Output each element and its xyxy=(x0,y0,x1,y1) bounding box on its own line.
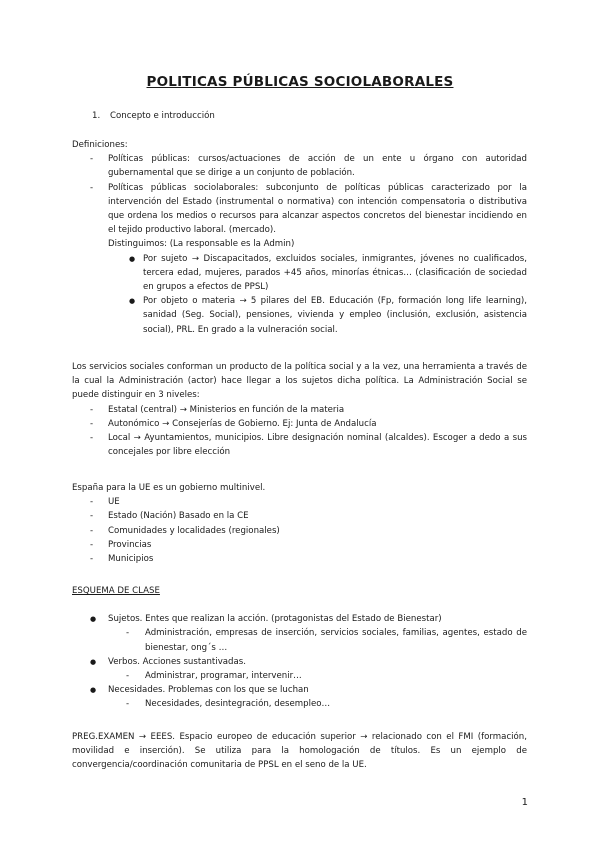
dash-marker: - xyxy=(90,539,94,550)
gov-level-item xyxy=(72,509,527,523)
esquema-item-text: Necesidades. Problemas con los que se luchan xyxy=(108,685,309,696)
document-title: POLITICAS PÚBLICAS SOCIOLABORALES xyxy=(146,74,454,90)
page-number: 1 xyxy=(521,797,528,808)
espana-block xyxy=(72,481,527,566)
bullet-marker: ● xyxy=(90,686,97,695)
definition-item xyxy=(72,152,527,180)
espana-heading: España para la UE es un gobierno multinivel. xyxy=(72,483,266,493)
esquema-item xyxy=(72,683,527,697)
esquema-item-text: Verbos. Acciones sustantivadas. xyxy=(108,656,246,667)
bullet-marker: ● xyxy=(129,297,136,306)
esquema-block xyxy=(72,584,527,712)
esquema-item-text: Sujetos. Entes que realizan la acción. (protagonistas del Estado de Bienestar) xyxy=(108,614,442,625)
dash-marker: - xyxy=(90,497,94,508)
definition-text: Políticas públicas: cursos/actuaciones de acción de un ente u órgano con autoridad gubernamental que se dirige a un conjunto de población. xyxy=(108,154,527,179)
level-item xyxy=(72,431,527,459)
bullet-text: Por objeto o materia → 5 pilares del EB. Educación (Fp, formación long life learning), sanidad (Seg. Social), pensiones, vivienda y empleo (inclusión, exclusión, asistencia social), PRL. En grado a la vulneración social. xyxy=(143,296,527,335)
dash-marker: - xyxy=(90,511,94,522)
definitions-label: Definiciones: xyxy=(72,140,128,150)
esquema-subitem-text: Necesidades, desintegración, desempleo… xyxy=(145,699,331,710)
level-text: Local → Ayuntamientos, municipios. Libre designación nominal (alcaldes). Escoger a dedo a sus concejales por libre elección xyxy=(108,433,527,458)
dash-marker: - xyxy=(90,154,94,165)
dash-marker: - xyxy=(90,182,94,193)
definition-text: Políticas públicas sociolaborales: subconjunto de políticas públicas caracterizado por la intervención del Estado (instrumental o normativa) con intención compensatoria o distributiva que ordena los medios o recursos para alcanzar aspectos concretos del bienestar incidiendo en el tejido productivo laboral. (mercado). xyxy=(108,182,527,236)
preg-examen-paragraph: PREG.EXAMEN → EEES. Espacio europeo de educación superior → relacionado con el FMI (formación, movilidad e inserción). Se utiliza para la homologación de títulos. Es un ejemplo de convergencia/coordinación comunitaria de PPSL en el seno de la UE. xyxy=(72,732,527,771)
dash-marker: - xyxy=(90,525,94,536)
esquema-subitem xyxy=(72,669,527,683)
gov-level-item xyxy=(72,524,527,538)
section-title: Concepto e introducción xyxy=(110,111,215,121)
dash-marker: - xyxy=(90,418,94,429)
definitions-block xyxy=(72,138,527,337)
esquema-subitem xyxy=(72,697,527,711)
gov-level-text: UE xyxy=(108,497,120,508)
gov-level-text: Estado (Nación) Basado en la CE xyxy=(108,511,249,522)
esquema-subitem xyxy=(72,626,527,654)
gov-level-text: Municipios xyxy=(108,554,154,565)
definition-item xyxy=(72,181,527,238)
bullet-marker: ● xyxy=(129,254,136,263)
dash-marker: - xyxy=(90,554,94,565)
esquema-heading: ESQUEMA DE CLASE xyxy=(72,586,160,596)
esquema-subitem-text: Administrar, programar, intervenir… xyxy=(145,671,302,682)
gov-level-item xyxy=(72,552,527,566)
dash-marker: - xyxy=(126,671,130,682)
gov-level-item xyxy=(72,495,527,509)
gov-level-text: Provincias xyxy=(108,539,152,550)
level-item xyxy=(72,403,527,417)
bullet-item xyxy=(72,252,527,295)
dash-marker: - xyxy=(90,404,94,415)
bullet-item xyxy=(72,294,527,337)
dash-marker: - xyxy=(90,433,94,444)
servicios-paragraph: Los servicios sociales conforman un producto de la política social y a la vez, una herramienta a través de la cual la Administración (actor) hace llegar a los sujetos dicha política. La Administración Social se puede distinguir en 3 niveles: xyxy=(72,362,527,401)
gov-level-text: Comunidades y localidades (regionales) xyxy=(108,525,280,536)
esquema-subitem-text: Administración, empresas de inserción, servicios sociales, familias, agentes, estado de bienestar, ong´s … xyxy=(145,628,527,653)
level-text: Autonómico → Consejerías de Gobierno. Ej: Junta de Andalucía xyxy=(108,418,377,429)
section-number: 1. xyxy=(92,111,101,121)
bullet-marker: ● xyxy=(90,615,97,624)
esquema-item xyxy=(72,612,527,626)
dash-marker: - xyxy=(126,628,130,639)
gov-level-item xyxy=(72,538,527,552)
bullet-text: Por sujeto → Discapacitados, excluidos sociales, inmigrantes, jóvenes no cualificados, tercera edad, mujeres, parados +45 años, minorías étnicas… (clasificación de sociedad en grupos a efectos de PPSL) xyxy=(143,253,527,293)
level-item xyxy=(72,417,527,431)
bullet-marker: ● xyxy=(90,657,97,666)
esquema-item xyxy=(72,655,527,669)
distinguimos-line: Distinguimos: (La responsable es la Admin) xyxy=(108,239,295,250)
level-text: Estatal (central) → Ministerios en función de la materia xyxy=(108,404,345,415)
servicios-block xyxy=(72,360,527,459)
dash-marker: - xyxy=(126,699,130,710)
